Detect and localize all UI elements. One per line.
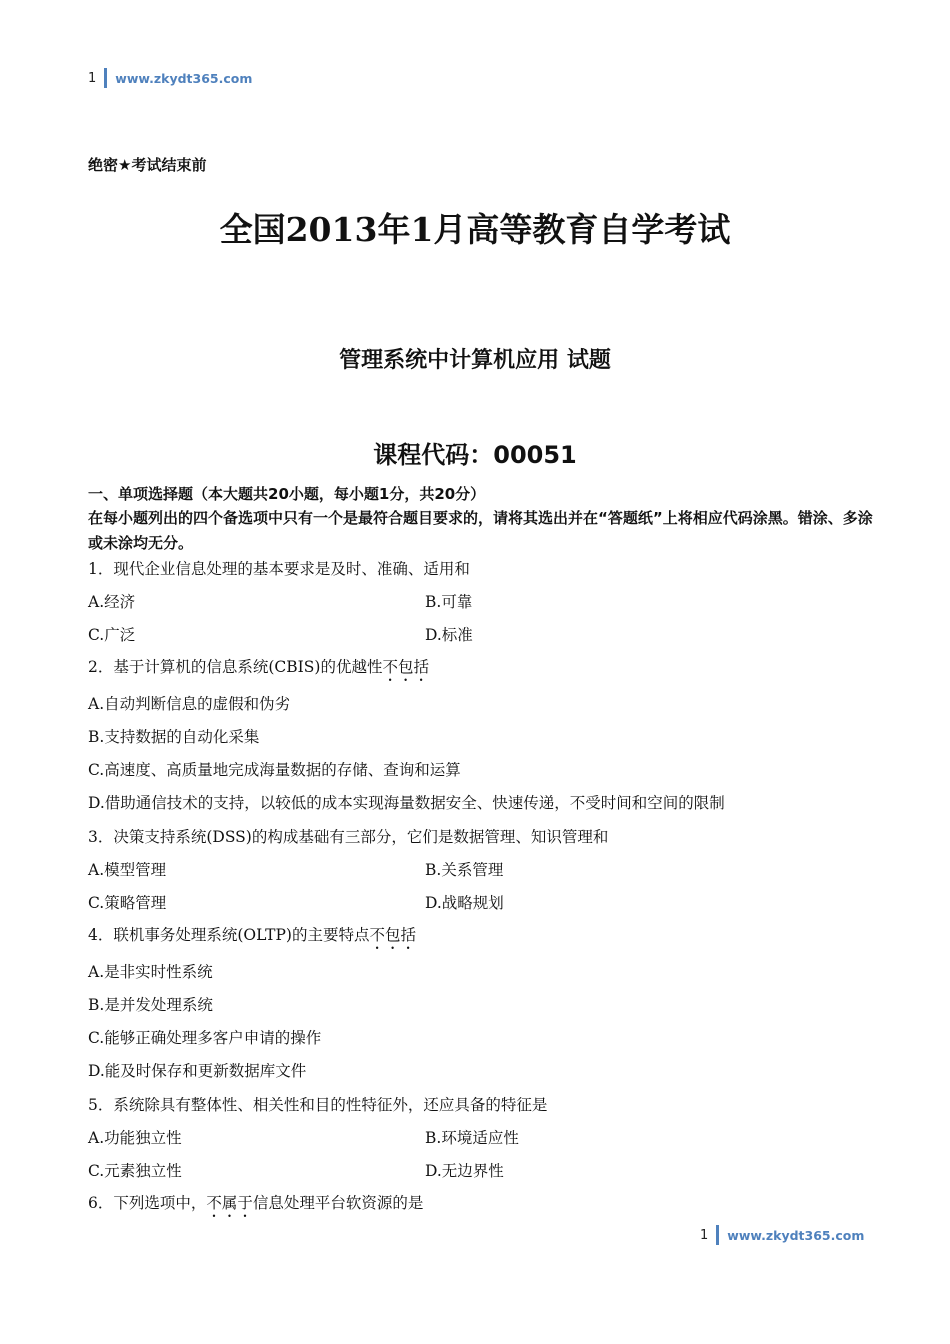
option-b: B.关系管理 bbox=[425, 861, 504, 879]
secret-label: 绝密★考试结束前 bbox=[88, 156, 207, 174]
question-stem: 1．现代企业信息处理的基本要求是及时、准确、适用和 bbox=[88, 560, 470, 578]
option-c: C.高速度、高质量地完成海量数据的存储、查询和运算 bbox=[88, 761, 461, 779]
footer-url[interactable]: www.zkydt365.com bbox=[727, 1227, 865, 1243]
option-a: A.自动判断信息的虚假和伪劣 bbox=[88, 695, 291, 713]
footer-divider bbox=[716, 1225, 719, 1245]
question-stem: 3．决策支持系统(DSS)的构成基础有三部分，它们是数据管理、知识管理和 bbox=[88, 828, 609, 846]
option-c: C.元素独立性 bbox=[88, 1162, 182, 1180]
option-d: D.标准 bbox=[425, 626, 473, 644]
option-d: D.无边界性 bbox=[425, 1162, 504, 1180]
stem-text: 2．基于计算机的信息系统(CBIS)的优越性 bbox=[88, 658, 383, 676]
question-stem bbox=[88, 923, 416, 953]
option-b: B.环境适应性 bbox=[425, 1129, 519, 1147]
section-title: 一、单项选择题（本大题共20小题，每小题1分，共20分） bbox=[88, 485, 486, 503]
option-d: D.能及时保存和更新数据库文件 bbox=[88, 1062, 307, 1080]
option-c: C.广泛 bbox=[88, 626, 136, 644]
section-instructions: 在每小题列出的四个备选项中只有一个是最符合题目要求的，请将其选出并在“答题纸”上将相应代码涂黑。错涂、多涂或未涂均无分。 bbox=[88, 509, 873, 552]
emphasis-text: 不包括 bbox=[369, 926, 416, 944]
option-c: C.策略管理 bbox=[88, 894, 167, 912]
question-stem: 5．系统除具有整体性、相关性和目的性特征外，还应具备的特征是 bbox=[88, 1096, 548, 1114]
footer-page-number: 1 bbox=[700, 1227, 709, 1243]
question-stem bbox=[88, 1191, 423, 1221]
option-d: D.借助通信技术的支持，以较低的成本实现海量数据安全、快速传递，不受时间和空间的限制 bbox=[88, 794, 725, 812]
exam-title: 全国2013年1月高等教育自学考试 bbox=[219, 210, 731, 249]
option-a: A.功能独立性 bbox=[88, 1129, 182, 1147]
option-a: A.是非实时性系统 bbox=[88, 963, 213, 981]
option-b: B.支持数据的自动化采集 bbox=[88, 728, 260, 746]
stem-text: 4．联机事务处理系统(OLTP)的主要特点 bbox=[88, 926, 370, 944]
option-a: A.经济 bbox=[88, 593, 136, 611]
header-page-number: 1 bbox=[88, 70, 97, 86]
page-footer bbox=[700, 1225, 864, 1245]
header-url[interactable]: www.zkydt365.com bbox=[115, 70, 253, 86]
page-header bbox=[88, 68, 252, 88]
option-a: A.模型管理 bbox=[88, 861, 167, 879]
option-c: C.能够正确处理多客户申请的操作 bbox=[88, 1029, 322, 1047]
emphasis-text: 不属于 bbox=[206, 1194, 253, 1212]
emphasis-text: 不包括 bbox=[382, 658, 429, 676]
stem-text: 6．下列选项中， bbox=[88, 1194, 207, 1212]
question-stem bbox=[88, 655, 429, 685]
option-b: B.是并发处理系统 bbox=[88, 996, 213, 1014]
option-d: D.战略规划 bbox=[425, 894, 504, 912]
course-code: 课程代码：00051 bbox=[373, 441, 577, 469]
header-divider bbox=[104, 68, 107, 88]
option-b: B.可靠 bbox=[425, 593, 473, 611]
stem-text: 信息处理平台软资源的是 bbox=[252, 1194, 424, 1212]
exam-subtitle: 管理系统中计算机应用 试题 bbox=[339, 348, 611, 373]
